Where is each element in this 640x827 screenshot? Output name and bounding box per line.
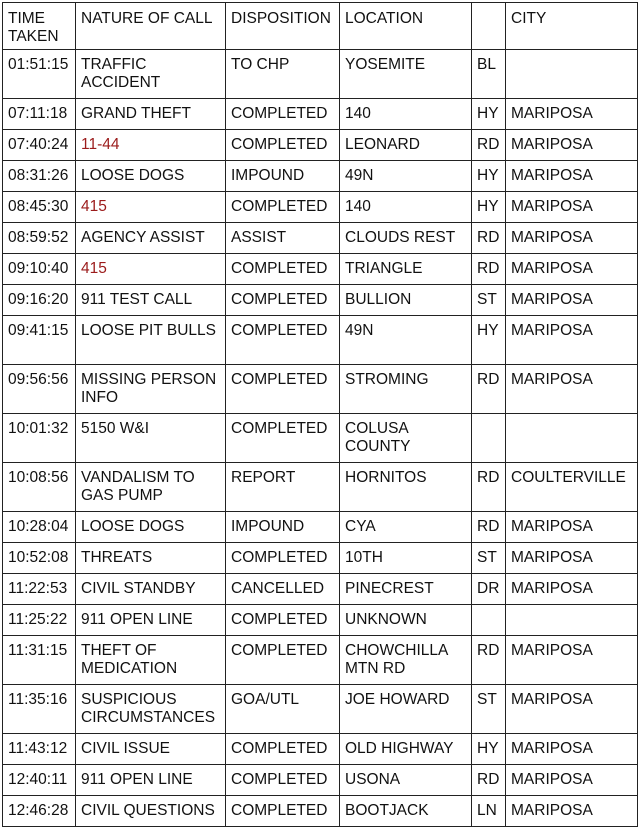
table-row (3, 685, 638, 734)
cell-time: 12:46:28 (3, 796, 76, 827)
cell-nature-of-call: 11-44 (76, 130, 226, 161)
cell-disposition: REPORT (226, 463, 340, 512)
cell-city: MARIPOSA (506, 254, 638, 285)
cell-nature-of-call: LOOSE DOGS (76, 512, 226, 543)
cell-street-suffix: RD (472, 223, 506, 254)
table-row (3, 414, 638, 463)
cell-nature-of-call: CIVIL QUESTIONS (76, 796, 226, 827)
cell-location: HORNITOS (340, 463, 472, 512)
cell-disposition: IMPOUND (226, 161, 340, 192)
cell-disposition: COMPLETED (226, 285, 340, 316)
cell-disposition: COMPLETED (226, 734, 340, 765)
table-row (3, 605, 638, 636)
cell-nature-of-call: 911 OPEN LINE (76, 605, 226, 636)
cell-nature-of-call: 5150 W&I (76, 414, 226, 463)
cell-disposition: IMPOUND (226, 512, 340, 543)
cell-time: 10:28:04 (3, 512, 76, 543)
cell-street-suffix: RD (472, 130, 506, 161)
header-city: CITY (506, 3, 638, 50)
cell-city (506, 414, 638, 463)
table-row (3, 254, 638, 285)
cell-city: MARIPOSA (506, 512, 638, 543)
header-row (3, 3, 638, 50)
cell-location: COLUSA COUNTY (340, 414, 472, 463)
cell-city: MARIPOSA (506, 734, 638, 765)
cell-nature-of-call: 911 OPEN LINE (76, 765, 226, 796)
table-row (3, 99, 638, 130)
cell-street-suffix: HY (472, 99, 506, 130)
table-row (3, 734, 638, 765)
table-row (3, 365, 638, 414)
cell-city: MARIPOSA (506, 130, 638, 161)
cell-time: 09:56:56 (3, 365, 76, 414)
cell-time: 08:45:30 (3, 192, 76, 223)
cell-disposition: COMPLETED (226, 99, 340, 130)
header-time-taken: TIME TAKEN (3, 3, 76, 50)
cell-street-suffix: LN (472, 796, 506, 827)
cell-time: 07:40:24 (3, 130, 76, 161)
cell-time: 09:16:20 (3, 285, 76, 316)
table-row (3, 574, 638, 605)
cell-disposition: COMPLETED (226, 414, 340, 463)
cell-nature-of-call: 415 (76, 192, 226, 223)
cell-time: 11:22:53 (3, 574, 76, 605)
cell-time: 10:52:08 (3, 543, 76, 574)
cell-nature-of-call: THEFT OF MEDICATION (76, 636, 226, 685)
cell-street-suffix: RD (472, 512, 506, 543)
cell-time: 09:41:15 (3, 316, 76, 365)
cell-location: CYA (340, 512, 472, 543)
cell-city: MARIPOSA (506, 574, 638, 605)
table-row (3, 765, 638, 796)
header-street-suffix (472, 3, 506, 50)
cell-time: 01:51:15 (3, 50, 76, 99)
cell-location: LEONARD (340, 130, 472, 161)
cell-location: 49N (340, 316, 472, 365)
cell-city: MARIPOSA (506, 192, 638, 223)
cell-disposition: ASSIST (226, 223, 340, 254)
cell-disposition: COMPLETED (226, 254, 340, 285)
header-disposition: DISPOSITION (226, 3, 340, 50)
cell-city: MARIPOSA (506, 316, 638, 365)
cell-city: MARIPOSA (506, 636, 638, 685)
cell-nature-of-call: CIVIL ISSUE (76, 734, 226, 765)
cell-nature-of-call: LOOSE PIT BULLS (76, 316, 226, 365)
cell-city: MARIPOSA (506, 765, 638, 796)
cell-location: PINECREST (340, 574, 472, 605)
table-row (3, 50, 638, 99)
cell-street-suffix: RD (472, 365, 506, 414)
header-location: LOCATION (340, 3, 472, 50)
cell-disposition: GOA/UTL (226, 685, 340, 734)
cell-nature-of-call: SUSPICIOUS CIRCUMSTANCES (76, 685, 226, 734)
cell-street-suffix: ST (472, 685, 506, 734)
cell-street-suffix: HY (472, 161, 506, 192)
cell-time: 12:40:11 (3, 765, 76, 796)
cell-disposition: COMPLETED (226, 130, 340, 161)
cell-city: MARIPOSA (506, 223, 638, 254)
cell-location: CLOUDS REST (340, 223, 472, 254)
cell-location: UNKNOWN (340, 605, 472, 636)
cell-city: MARIPOSA (506, 365, 638, 414)
table-row (3, 543, 638, 574)
cell-city: MARIPOSA (506, 796, 638, 827)
cell-location: STROMING (340, 365, 472, 414)
cell-disposition: COMPLETED (226, 316, 340, 365)
cell-street-suffix: RD (472, 463, 506, 512)
table-row (3, 223, 638, 254)
cell-city (506, 605, 638, 636)
cell-street-suffix: RD (472, 765, 506, 796)
cell-time: 08:59:52 (3, 223, 76, 254)
cell-street-suffix: ST (472, 543, 506, 574)
cell-disposition: COMPLETED (226, 796, 340, 827)
cell-location: YOSEMITE (340, 50, 472, 99)
cell-street-suffix: DR (472, 574, 506, 605)
table-row (3, 316, 638, 365)
cell-location: 10TH (340, 543, 472, 574)
cell-location: 49N (340, 161, 472, 192)
cell-street-suffix: HY (472, 316, 506, 365)
cell-disposition: COMPLETED (226, 765, 340, 796)
cell-nature-of-call: CIVIL STANDBY (76, 574, 226, 605)
cell-time: 10:08:56 (3, 463, 76, 512)
cell-nature-of-call: THREATS (76, 543, 226, 574)
cell-location: USONA (340, 765, 472, 796)
cell-street-suffix: RD (472, 254, 506, 285)
table-row (3, 161, 638, 192)
cell-location: 140 (340, 192, 472, 223)
cell-disposition: TO CHP (226, 50, 340, 99)
cell-street-suffix: ST (472, 285, 506, 316)
cell-city: MARIPOSA (506, 99, 638, 130)
cell-location: JOE HOWARD (340, 685, 472, 734)
cell-city (506, 50, 638, 99)
cell-time: 07:11:18 (3, 99, 76, 130)
cell-street-suffix: RD (472, 636, 506, 685)
cell-street-suffix: HY (472, 734, 506, 765)
cell-location: 140 (340, 99, 472, 130)
cell-nature-of-call: GRAND THEFT (76, 99, 226, 130)
cell-nature-of-call: LOOSE DOGS (76, 161, 226, 192)
cell-disposition: COMPLETED (226, 636, 340, 685)
cell-time: 09:10:40 (3, 254, 76, 285)
table-row (3, 512, 638, 543)
header-nature-of-call: NATURE OF CALL (76, 3, 226, 50)
cell-nature-of-call: MISSING PERSON INFO (76, 365, 226, 414)
cell-disposition: COMPLETED (226, 365, 340, 414)
cell-street-suffix (472, 605, 506, 636)
cell-city: MARIPOSA (506, 161, 638, 192)
cell-time: 11:31:15 (3, 636, 76, 685)
cell-nature-of-call: 415 (76, 254, 226, 285)
cell-nature-of-call: TRAFFIC ACCIDENT (76, 50, 226, 99)
cell-city: MARIPOSA (506, 285, 638, 316)
cell-city: MARIPOSA (506, 543, 638, 574)
cell-disposition: COMPLETED (226, 192, 340, 223)
cell-time: 11:25:22 (3, 605, 76, 636)
cell-city: MARIPOSA (506, 685, 638, 734)
cell-street-suffix: BL (472, 50, 506, 99)
cell-location: TRIANGLE (340, 254, 472, 285)
cell-nature-of-call: AGENCY ASSIST (76, 223, 226, 254)
cell-location: BULLION (340, 285, 472, 316)
cell-time: 11:43:12 (3, 734, 76, 765)
cell-disposition: COMPLETED (226, 605, 340, 636)
cell-nature-of-call: 911 TEST CALL (76, 285, 226, 316)
cell-nature-of-call: VANDALISM TO GAS PUMP (76, 463, 226, 512)
cell-disposition: COMPLETED (226, 543, 340, 574)
table-row (3, 463, 638, 512)
cell-street-suffix (472, 414, 506, 463)
cell-time: 11:35:16 (3, 685, 76, 734)
table-row (3, 636, 638, 685)
cell-disposition: CANCELLED (226, 574, 340, 605)
cell-city: COULTERVILLE (506, 463, 638, 512)
cell-location: OLD HIGHWAY (340, 734, 472, 765)
call-log-table (2, 2, 638, 827)
cell-time: 10:01:32 (3, 414, 76, 463)
table-row (3, 130, 638, 161)
table-row (3, 192, 638, 223)
cell-time: 08:31:26 (3, 161, 76, 192)
cell-location: CHOWCHILLA MTN RD (340, 636, 472, 685)
cell-location: BOOTJACK (340, 796, 472, 827)
cell-street-suffix: HY (472, 192, 506, 223)
table-row (3, 285, 638, 316)
